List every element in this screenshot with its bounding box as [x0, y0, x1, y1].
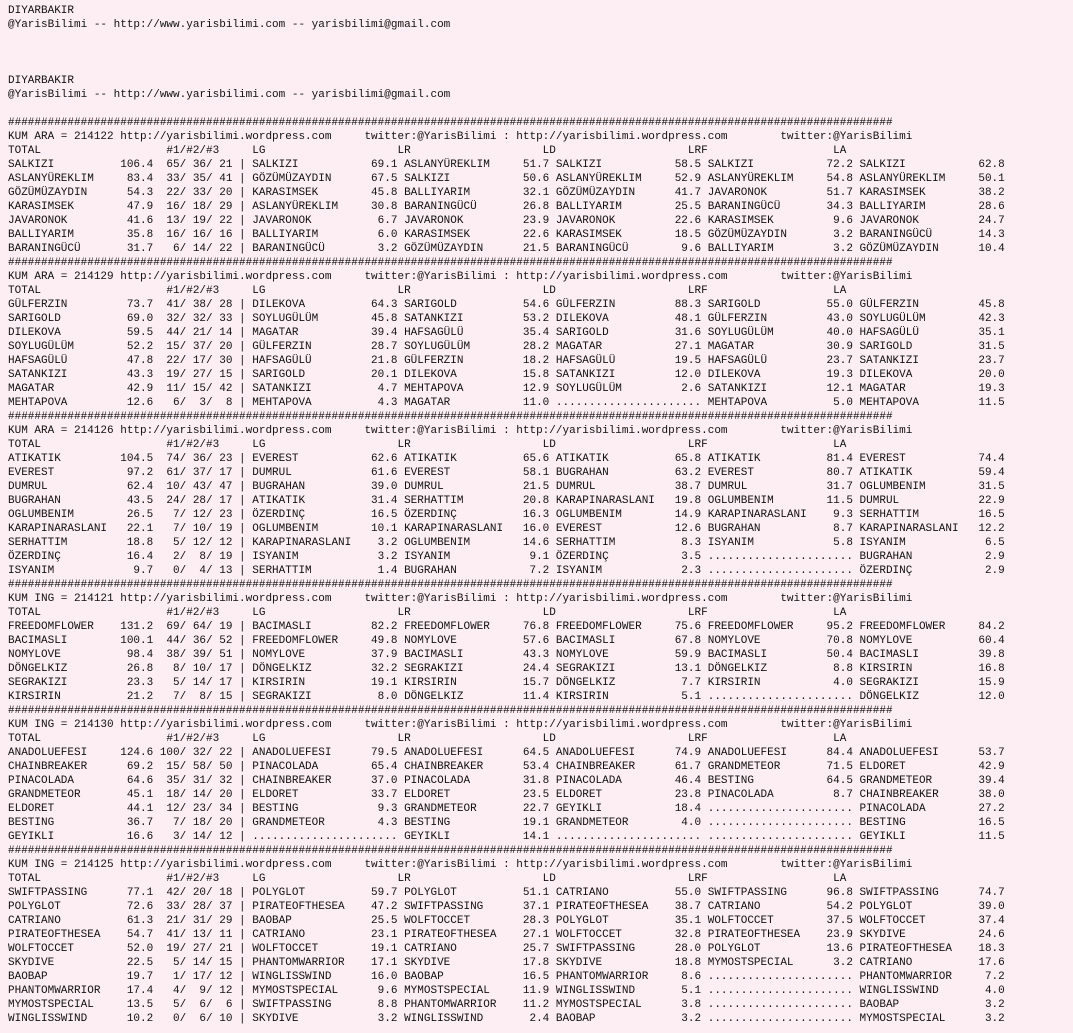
race-row: GRANDMETEOR 45.1 18/ 14/ 20 | ELDORET 33.7 ELDORET 23.5 ELDORET 23.8 PINACOLADA 8.7 CHAINBREAKER 38.0 — [8, 789, 1005, 801]
race-row: GÜLFERZIN 73.7 41/ 38/ 28 | DILEKOVA 64.3 SARIGOLD 54.6 GÜLFERZIN 88.3 SARIGOLD 55.0 GÜLFERZIN 45.8 — [8, 299, 1005, 311]
race-row: SATANKIZI 43.3 19/ 27/ 15 | SARIGOLD 20.1 DILEKOVA 15.8 SATANKIZI 12.0 DILEKOVA 19.3 DILEKOVA 20.0 — [8, 369, 1005, 381]
header-contact: @YarisBilimi -- http://www.yarisbilimi.com -- yarisbilimi@gmail.com — [8, 89, 451, 101]
race-row: EVEREST 97.2 61/ 37/ 17 | DUMRUL 61.6 EVEREST 58.1 BUGRAHAN 63.2 EVEREST 80.7 ATIKATIK 59.4 — [8, 467, 1005, 479]
race-row: BUGRAHAN 43.5 24/ 28/ 17 | ATIKATIK 31.4 SERHATTIM 20.8 KARAPINARASLANI 19.8 OGLUMBENIM 11.5 DUMRUL 22.9 — [8, 495, 1005, 507]
race-row: DILEKOVA 59.5 44/ 21/ 14 | MAGATAR 39.4 HAFSAGÜLÜ 35.4 SARIGOLD 31.6 SOYLUGÜLÜM 40.0 HAFSAGÜLÜ 35.1 — [8, 327, 1005, 339]
race-row: POLYGLOT 72.6 33/ 28/ 37 | PIRATEOFTHESEA 47.2 SWIFTPASSING 37.1 PIRATEOFTHESEA 38.7 CATRIANO 54.2 POLYGLOT 39.0 — [8, 901, 1005, 913]
blank-line — [8, 102, 1073, 116]
race-row: OGLUMBENIM 26.5 7/ 12/ 23 | ÖZERDINÇ 16.5 ÖZERDINÇ 16.3 OGLUMBENIM 14.9 KARAPINARASLANI 9.3 SERHATTIM 16.5 — [8, 509, 1005, 521]
race-row: WINGLISSWIND 10.2 0/ 6/ 10 | SKYDIVE 3.2 WINGLISSWIND 2.4 BAOBAP 3.2 ...................... MYMOSTSPECIAL 3.2 — [8, 1013, 1005, 1025]
race-title: KUM ARA = 214126 http://yarisbilimi.wordpress.com twitter:@YarisBilimi : http://yarisbilimi.wordpress.com twitter:@YarisBilimi — [8, 425, 913, 437]
race-column-header: TOTAL #1/#2/#3 LG LR LD LRF LA — [8, 733, 847, 745]
race-column-header: TOTAL #1/#2/#3 LG LR LD LRF LA — [8, 285, 847, 297]
race-row: SEGRAKIZI 23.3 5/ 14/ 17 | KIRSIRIN 19.1 KIRSIRIN 15.7 DÖNGELKIZ 7.7 KIRSIRIN 4.0 SEGRAKIZI 15.9 — [8, 677, 1005, 689]
race-row: MAGATAR 42.9 11/ 15/ 42 | SATANKIZI 4.7 MEHTAPOVA 12.9 SOYLUGÜLÜM 2.6 SATANKIZI 12.1 MAGATAR 19.3 — [8, 383, 1005, 395]
separator-line: ###################################################################################################################################### — [8, 705, 893, 717]
race-title: KUM ARA = 214129 http://yarisbilimi.wordpress.com twitter:@YarisBilimi : http://yarisbilimi.wordpress.com twitter:@YarisBilimi — [8, 271, 913, 283]
race-row: ISYANIM 9.7 0/ 4/ 13 | SERHATTIM 1.4 BUGRAHAN 7.2 ISYANIM 2.3 ...................... ÖZERDINÇ 2.9 — [8, 565, 1005, 577]
race-row: ASLANYÜREKLIM 83.4 33/ 35/ 41 | GÖZÜMÜZAYDIN 67.5 SALKIZI 50.6 ASLANYÜREKLIM 52.9 ASLANYÜREKLIM 54.8 ASLANYÜREKLIM 50.1 — [8, 173, 1005, 185]
race-row: KARASIMSEK 47.9 16/ 18/ 29 | ASLANYÜREKLIM 30.8 BARANINGÜCÜ 26.8 BALLIYARIM 25.5 BARANINGÜCÜ 34.3 BALLIYARIM 28.6 — [8, 201, 1005, 213]
race-row: SARIGOLD 69.0 32/ 32/ 33 | SOYLUGÜLÜM 45.8 SATANKIZI 53.2 DILEKOVA 48.1 GÜLFERZIN 43.0 SOYLUGÜLÜM 42.3 — [8, 313, 1005, 325]
race-title: KUM ARA = 214122 http://yarisbilimi.wordpress.com twitter:@YarisBilimi : http://yarisbilimi.wordpress.com twitter:@YarisBilimi — [8, 131, 913, 143]
race-title: KUM ING = 214130 http://yarisbilimi.wordpress.com twitter:@YarisBilimi : http://yarisbilimi.wordpress.com twitter:@YarisBilimi — [8, 719, 913, 731]
separator-line: ###################################################################################################################################### — [8, 257, 893, 269]
race-row: ATIKATIK 104.5 74/ 36/ 23 | EVEREST 62.6 ATIKATIK 65.6 ATIKATIK 65.8 ATIKATIK 81.4 EVEREST 74.4 — [8, 453, 1005, 465]
race-row: SWIFTPASSING 77.1 42/ 20/ 18 | POLYGLOT 59.7 POLYGLOT 51.1 CATRIANO 55.0 SWIFTPASSING 96.8 SWIFTPASSING 74.7 — [8, 887, 1005, 899]
race-row: BACIMASLI 100.1 44/ 36/ 52 | FREEDOMFLOWER 49.8 NOMYLOVE 57.6 BACIMASLI 67.8 NOMYLOVE 70.8 NOMYLOVE 60.4 — [8, 635, 1005, 647]
race-row: BESTING 36.7 7/ 18/ 20 | GRANDMETEOR 4.3 BESTING 19.1 GRANDMETEOR 4.0 ...................... BESTING 16.5 — [8, 817, 1005, 829]
blank-line — [8, 46, 1073, 60]
race-row: MYMOSTSPECIAL 13.5 5/ 6/ 6 | SWIFTPASSING 8.8 PHANTOMWARRIOR 11.2 MYMOSTSPECIAL 3.8 ...................... BAOBAP 3.2 — [8, 999, 1005, 1011]
race-row: PIRATEOFTHESEA 54.7 41/ 13/ 11 | CATRIANO 23.1 PIRATEOFTHESEA 27.1 WOLFTOCCET 32.8 PIRATEOFTHESEA 23.9 SKYDIVE 24.6 — [8, 929, 1005, 941]
race-title: KUM ING = 214125 http://yarisbilimi.wordpress.com twitter:@YarisBilimi : http://yarisbilimi.wordpress.com twitter:@YarisBilimi — [8, 859, 913, 871]
race-row: SERHATTIM 18.8 5/ 12/ 12 | KARAPINARASLANI 3.2 OGLUMBENIM 14.6 SERHATTIM 8.3 ISYANIM 5.8 ISYANIM 6.5 — [8, 537, 1005, 549]
blank-line — [8, 60, 1073, 74]
separator-line: ###################################################################################################################################### — [8, 579, 893, 591]
race-row: SKYDIVE 22.5 5/ 14/ 15 | PHANTOMWARRIOR 17.1 SKYDIVE 17.8 SKYDIVE 18.8 MYMOSTSPECIAL 3.2 CATRIANO 17.6 — [8, 957, 1005, 969]
race-row: GEYIKLI 16.6 3/ 14/ 12 | ...................... GEYIKLI 14.1 ...................... ...................... GEYIKLI 11.5 — [8, 831, 1005, 843]
race-row: BARANINGÜCÜ 31.7 6/ 14/ 22 | BARANINGÜCÜ 3.2 GÖZÜMÜZAYDIN 21.5 BARANINGÜCÜ 9.6 BALLIYARIM 3.2 GÖZÜMÜZAYDIN 10.4 — [8, 243, 1005, 255]
race-column-header: TOTAL #1/#2/#3 LG LR LD LRF LA — [8, 145, 847, 157]
race-column-header: TOTAL #1/#2/#3 LG LR LD LRF LA — [8, 873, 847, 885]
race-row: HAFSAGÜLÜ 47.8 22/ 17/ 30 | HAFSAGÜLÜ 21.8 GÜLFERZIN 18.2 HAFSAGÜLÜ 19.5 HAFSAGÜLÜ 23.7 SATANKIZI 23.7 — [8, 355, 1005, 367]
race-row: SOYLUGÜLÜM 52.2 15/ 37/ 20 | GÜLFERZIN 28.7 SOYLUGÜLÜM 28.2 MAGATAR 27.1 MAGATAR 30.9 SARIGOLD 31.5 — [8, 341, 1005, 353]
race-row: FREEDOMFLOWER 131.2 69/ 64/ 19 | BACIMASLI 82.2 FREEDOMFLOWER 76.8 FREEDOMFLOWER 75.6 FREEDOMFLOWER 95.2 FREEDOMFLOWER 84.2 — [8, 621, 1005, 633]
race-row: ELDORET 44.1 12/ 23/ 34 | BESTING 9.3 GRANDMETEOR 22.7 GEYIKLI 18.4 ...................... PINACOLADA 27.2 — [8, 803, 1005, 815]
header-city: DIYARBAKIR — [8, 75, 75, 87]
race-row: ÖZERDINÇ 16.4 2/ 8/ 19 | ISYANIM 3.2 ISYANIM 9.1 ÖZERDINÇ 3.5 ...................... BUGRAHAN 2.9 — [8, 551, 1005, 563]
separator-line: ###################################################################################################################################### — [8, 845, 893, 857]
blank-line — [8, 32, 1073, 46]
race-title: KUM ING = 214121 http://yarisbilimi.wordpress.com twitter:@YarisBilimi : http://yarisbilimi.wordpress.com twitter:@YarisBilimi — [8, 593, 913, 605]
race-row: MEHTAPOVA 12.6 6/ 3/ 8 | MEHTAPOVA 4.3 MAGATAR 11.0 ...................... MEHTAPOVA 5.0 MEHTAPOVA 11.5 — [8, 397, 1005, 409]
race-row: GÖZÜMÜZAYDIN 54.3 22/ 33/ 20 | KARASIMSEK 45.8 BALLIYARIM 32.1 GÖZÜMÜZAYDIN 41.7 JAVARONOK 51.7 KARASIMSEK 38.2 — [8, 187, 1005, 199]
separator-line: ###################################################################################################################################### — [8, 411, 893, 423]
race-row: KIRSIRIN 21.2 7/ 8/ 15 | SEGRAKIZI 8.0 DÖNGELKIZ 11.4 KIRSIRIN 5.1 ...................... DÖNGELKIZ 12.0 — [8, 691, 1005, 703]
race-column-header: TOTAL #1/#2/#3 LG LR LD LRF LA — [8, 439, 847, 451]
separator-line: ###################################################################################################################################### — [8, 117, 893, 129]
race-row: CHAINBREAKER 69.2 15/ 58/ 50 | PINACOLADA 65.4 CHAINBREAKER 53.4 CHAINBREAKER 61.7 GRANDMETEOR 71.5 ELDORET 42.9 — [8, 761, 1005, 773]
race-column-header: TOTAL #1/#2/#3 LG LR LD LRF LA — [8, 607, 847, 619]
race-row: JAVARONOK 41.6 13/ 19/ 22 | JAVARONOK 6.7 JAVARONOK 23.9 JAVARONOK 22.6 KARASIMSEK 9.6 JAVARONOK 24.7 — [8, 215, 1005, 227]
race-row: PHANTOMWARRIOR 17.4 4/ 9/ 12 | MYMOSTSPECIAL 9.6 MYMOSTSPECIAL 11.9 WINGLISSWIND 5.1 ...................... WINGLISSWIND 4.0 — [8, 985, 1005, 997]
race-row: BAOBAP 19.7 1/ 17/ 12 | WINGLISSWIND 16.0 BAOBAP 16.5 PHANTOMWARRIOR 8.6 ...................... PHANTOMWARRIOR 7.2 — [8, 971, 1005, 983]
race-row: SALKIZI 106.4 65/ 36/ 21 | SALKIZI 69.1 ASLANYÜREKLIM 51.7 SALKIZI 58.5 SALKIZI 72.2 SALKIZI 62.8 — [8, 159, 1005, 171]
race-row: CATRIANO 61.3 21/ 31/ 29 | BAOBAP 25.5 WOLFTOCCET 28.3 POLYGLOT 35.1 WOLFTOCCET 37.5 WOLFTOCCET 37.4 — [8, 915, 1005, 927]
race-row: PINACOLADA 64.6 35/ 31/ 32 | CHAINBREAKER 37.0 PINACOLADA 31.8 PINACOLADA 46.4 BESTING 64.5 GRANDMETEOR 39.4 — [8, 775, 1005, 787]
race-row: WOLFTOCCET 52.0 19/ 27/ 21 | WOLFTOCCET 19.1 CATRIANO 25.7 SWIFTPASSING 28.0 POLYGLOT 13.6 PIRATEOFTHESEA 18.3 — [8, 943, 1005, 955]
header-contact: @YarisBilimi -- http://www.yarisbilimi.com -- yarisbilimi@gmail.com — [8, 19, 451, 31]
race-row: NOMYLOVE 98.4 38/ 39/ 51 | NOMYLOVE 37.9 BACIMASLI 43.3 NOMYLOVE 59.9 BACIMASLI 50.4 BACIMASLI 39.8 — [8, 649, 1005, 661]
header-city: DIYARBAKIR — [8, 5, 75, 17]
race-row: ANADOLUEFESI 124.6 100/ 32/ 22 | ANADOLUEFESI 79.5 ANADOLUEFESI 64.5 ANADOLUEFESI 74.9 ANADOLUEFESI 84.4 ANADOLUEFESI 53.7 — [8, 747, 1005, 759]
race-row: BALLIYARIM 35.8 16/ 16/ 16 | BALLIYARIM 6.0 KARASIMSEK 22.6 KARASIMSEK 18.5 GÖZÜMÜZAYDIN 3.2 BARANINGÜCÜ 14.3 — [8, 229, 1005, 241]
race-row: DUMRUL 62.4 10/ 43/ 47 | BUGRAHAN 39.0 DUMRUL 21.5 DUMRUL 38.7 DUMRUL 31.7 OGLUMBENIM 31.5 — [8, 481, 1005, 493]
race-row: KARAPINARASLANI 22.1 7/ 10/ 19 | OGLUMBENIM 10.1 KARAPINARASLANI 16.0 EVEREST 12.6 BUGRAHAN 8.7 KARAPINARASLANI 12.2 — [8, 523, 1005, 535]
race-row: DÖNGELKIZ 26.8 8/ 10/ 17 | DÖNGELKIZ 32.2 SEGRAKIZI 24.4 SEGRAKIZI 13.1 DÖNGELKIZ 8.8 KIRSIRIN 16.8 — [8, 663, 1005, 675]
